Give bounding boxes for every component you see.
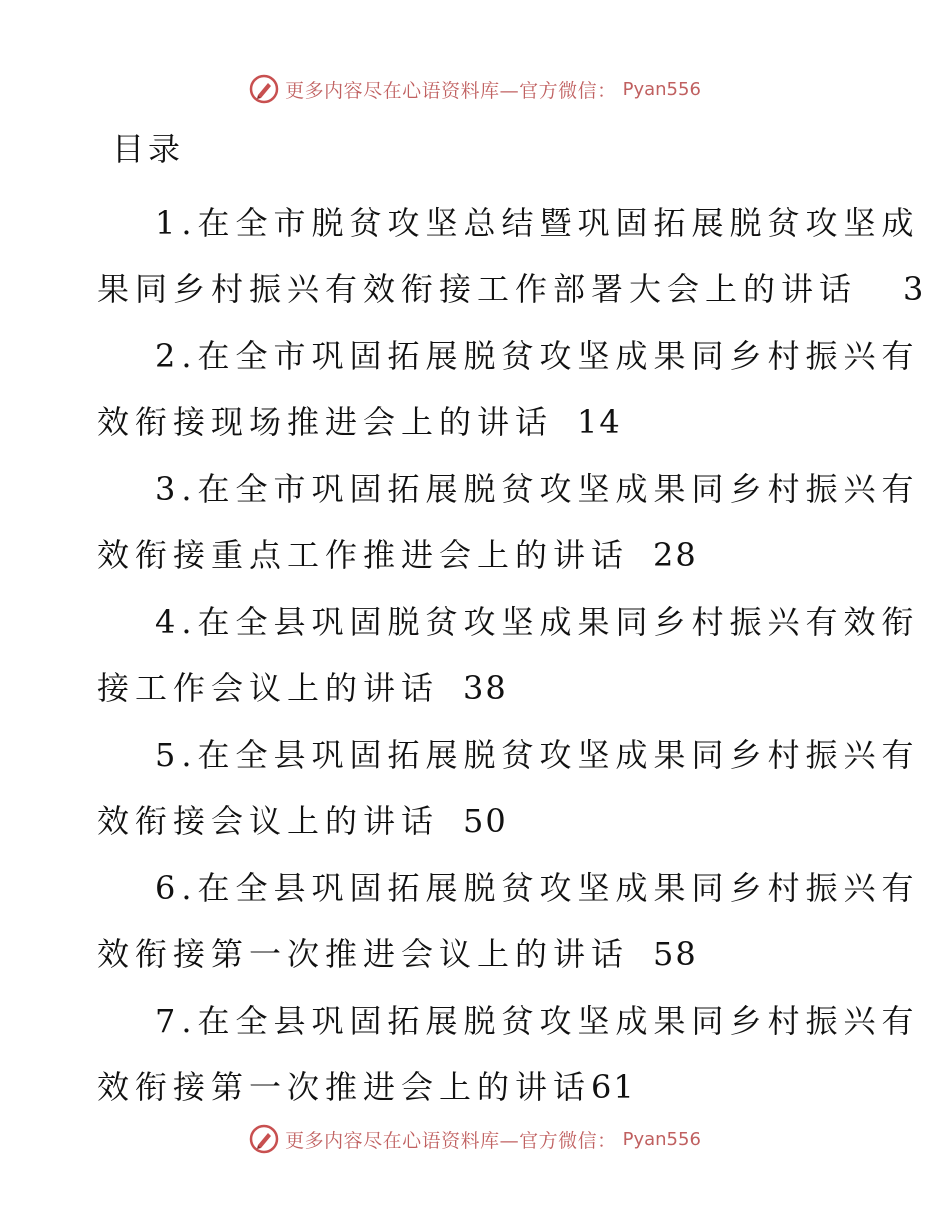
toc-entry-title-line1: 6.在全县巩固拓展脱贫攻坚成果同乡村振兴有 bbox=[155, 869, 920, 907]
toc-entry-page-number: 38 bbox=[463, 669, 508, 707]
toc-entry-title-line2: 效衔接会议上的讲话 bbox=[97, 802, 440, 840]
watermark-text: 更多内容尽在心语资料库—官方微信： bbox=[285, 1129, 617, 1152]
toc-entry-page-number: 61 bbox=[591, 1068, 636, 1106]
toc-entry-title-line1: 1.在全市脱贫攻坚总结暨巩固拓展脱贫攻坚成 bbox=[155, 204, 920, 242]
toc-entry-page-number: 58 bbox=[653, 935, 698, 973]
toc-entry-title-line1: 2.在全市巩固拓展脱贫攻坚成果同乡村振兴有 bbox=[155, 337, 920, 375]
toc-entry-title-line1: 7.在全县巩固拓展脱贫攻坚成果同乡村振兴有 bbox=[155, 1002, 920, 1040]
toc-entry-title-line2: 效衔接第一次推进会议上的讲话 bbox=[97, 935, 630, 973]
toc-entry-3[interactable] bbox=[97, 456, 920, 589]
footer-watermark bbox=[0, 1124, 950, 1154]
toc-entry-title-line2: 效衔接重点工作推进会上的讲话 bbox=[97, 536, 630, 574]
toc-entry-6[interactable] bbox=[97, 855, 920, 988]
toc-entry-title-line2: 接工作会议上的讲话 bbox=[97, 669, 440, 707]
pen-logo-icon bbox=[249, 1124, 279, 1154]
toc-entry-7[interactable] bbox=[97, 988, 920, 1121]
toc-entry-4[interactable] bbox=[97, 589, 920, 722]
toc-entry-1[interactable] bbox=[97, 190, 926, 323]
toc-entry-title-line1: 5.在全县巩固拓展脱贫攻坚成果同乡村振兴有 bbox=[155, 736, 920, 774]
watermark-wechat-id: Pyan556 bbox=[622, 1128, 701, 1150]
toc-entry-2[interactable] bbox=[97, 323, 920, 456]
toc-entry-title-line1: 4.在全县巩固脱贫攻坚成果同乡村振兴有效衔 bbox=[155, 603, 920, 641]
toc-entry-page-number: 50 bbox=[463, 802, 508, 840]
toc-entry-title-line2: 效衔接现场推进会上的讲话 bbox=[97, 403, 554, 441]
toc-entry-page-number: 28 bbox=[653, 536, 698, 574]
header-watermark bbox=[0, 74, 950, 104]
watermark-text: 更多内容尽在心语资料库—官方微信： bbox=[285, 79, 617, 102]
toc-entry-5[interactable] bbox=[97, 722, 920, 855]
toc-entry-title-line1: 3.在全市巩固拓展脱贫攻坚成果同乡村振兴有 bbox=[155, 470, 920, 508]
toc-title: 目录 bbox=[112, 130, 185, 168]
toc-entry-title-line2: 果同乡村振兴有效衔接工作部署大会上的讲话 bbox=[97, 270, 858, 308]
table-of-contents bbox=[97, 190, 926, 1121]
toc-entry-title-line2: 效衔接第一次推进会上的讲话 bbox=[97, 1068, 592, 1106]
watermark-wechat-id: Pyan556 bbox=[622, 78, 701, 100]
toc-entry-page-number: 3 bbox=[903, 270, 926, 308]
pen-logo-icon bbox=[249, 74, 279, 104]
toc-entry-page-number: 14 bbox=[577, 403, 622, 441]
